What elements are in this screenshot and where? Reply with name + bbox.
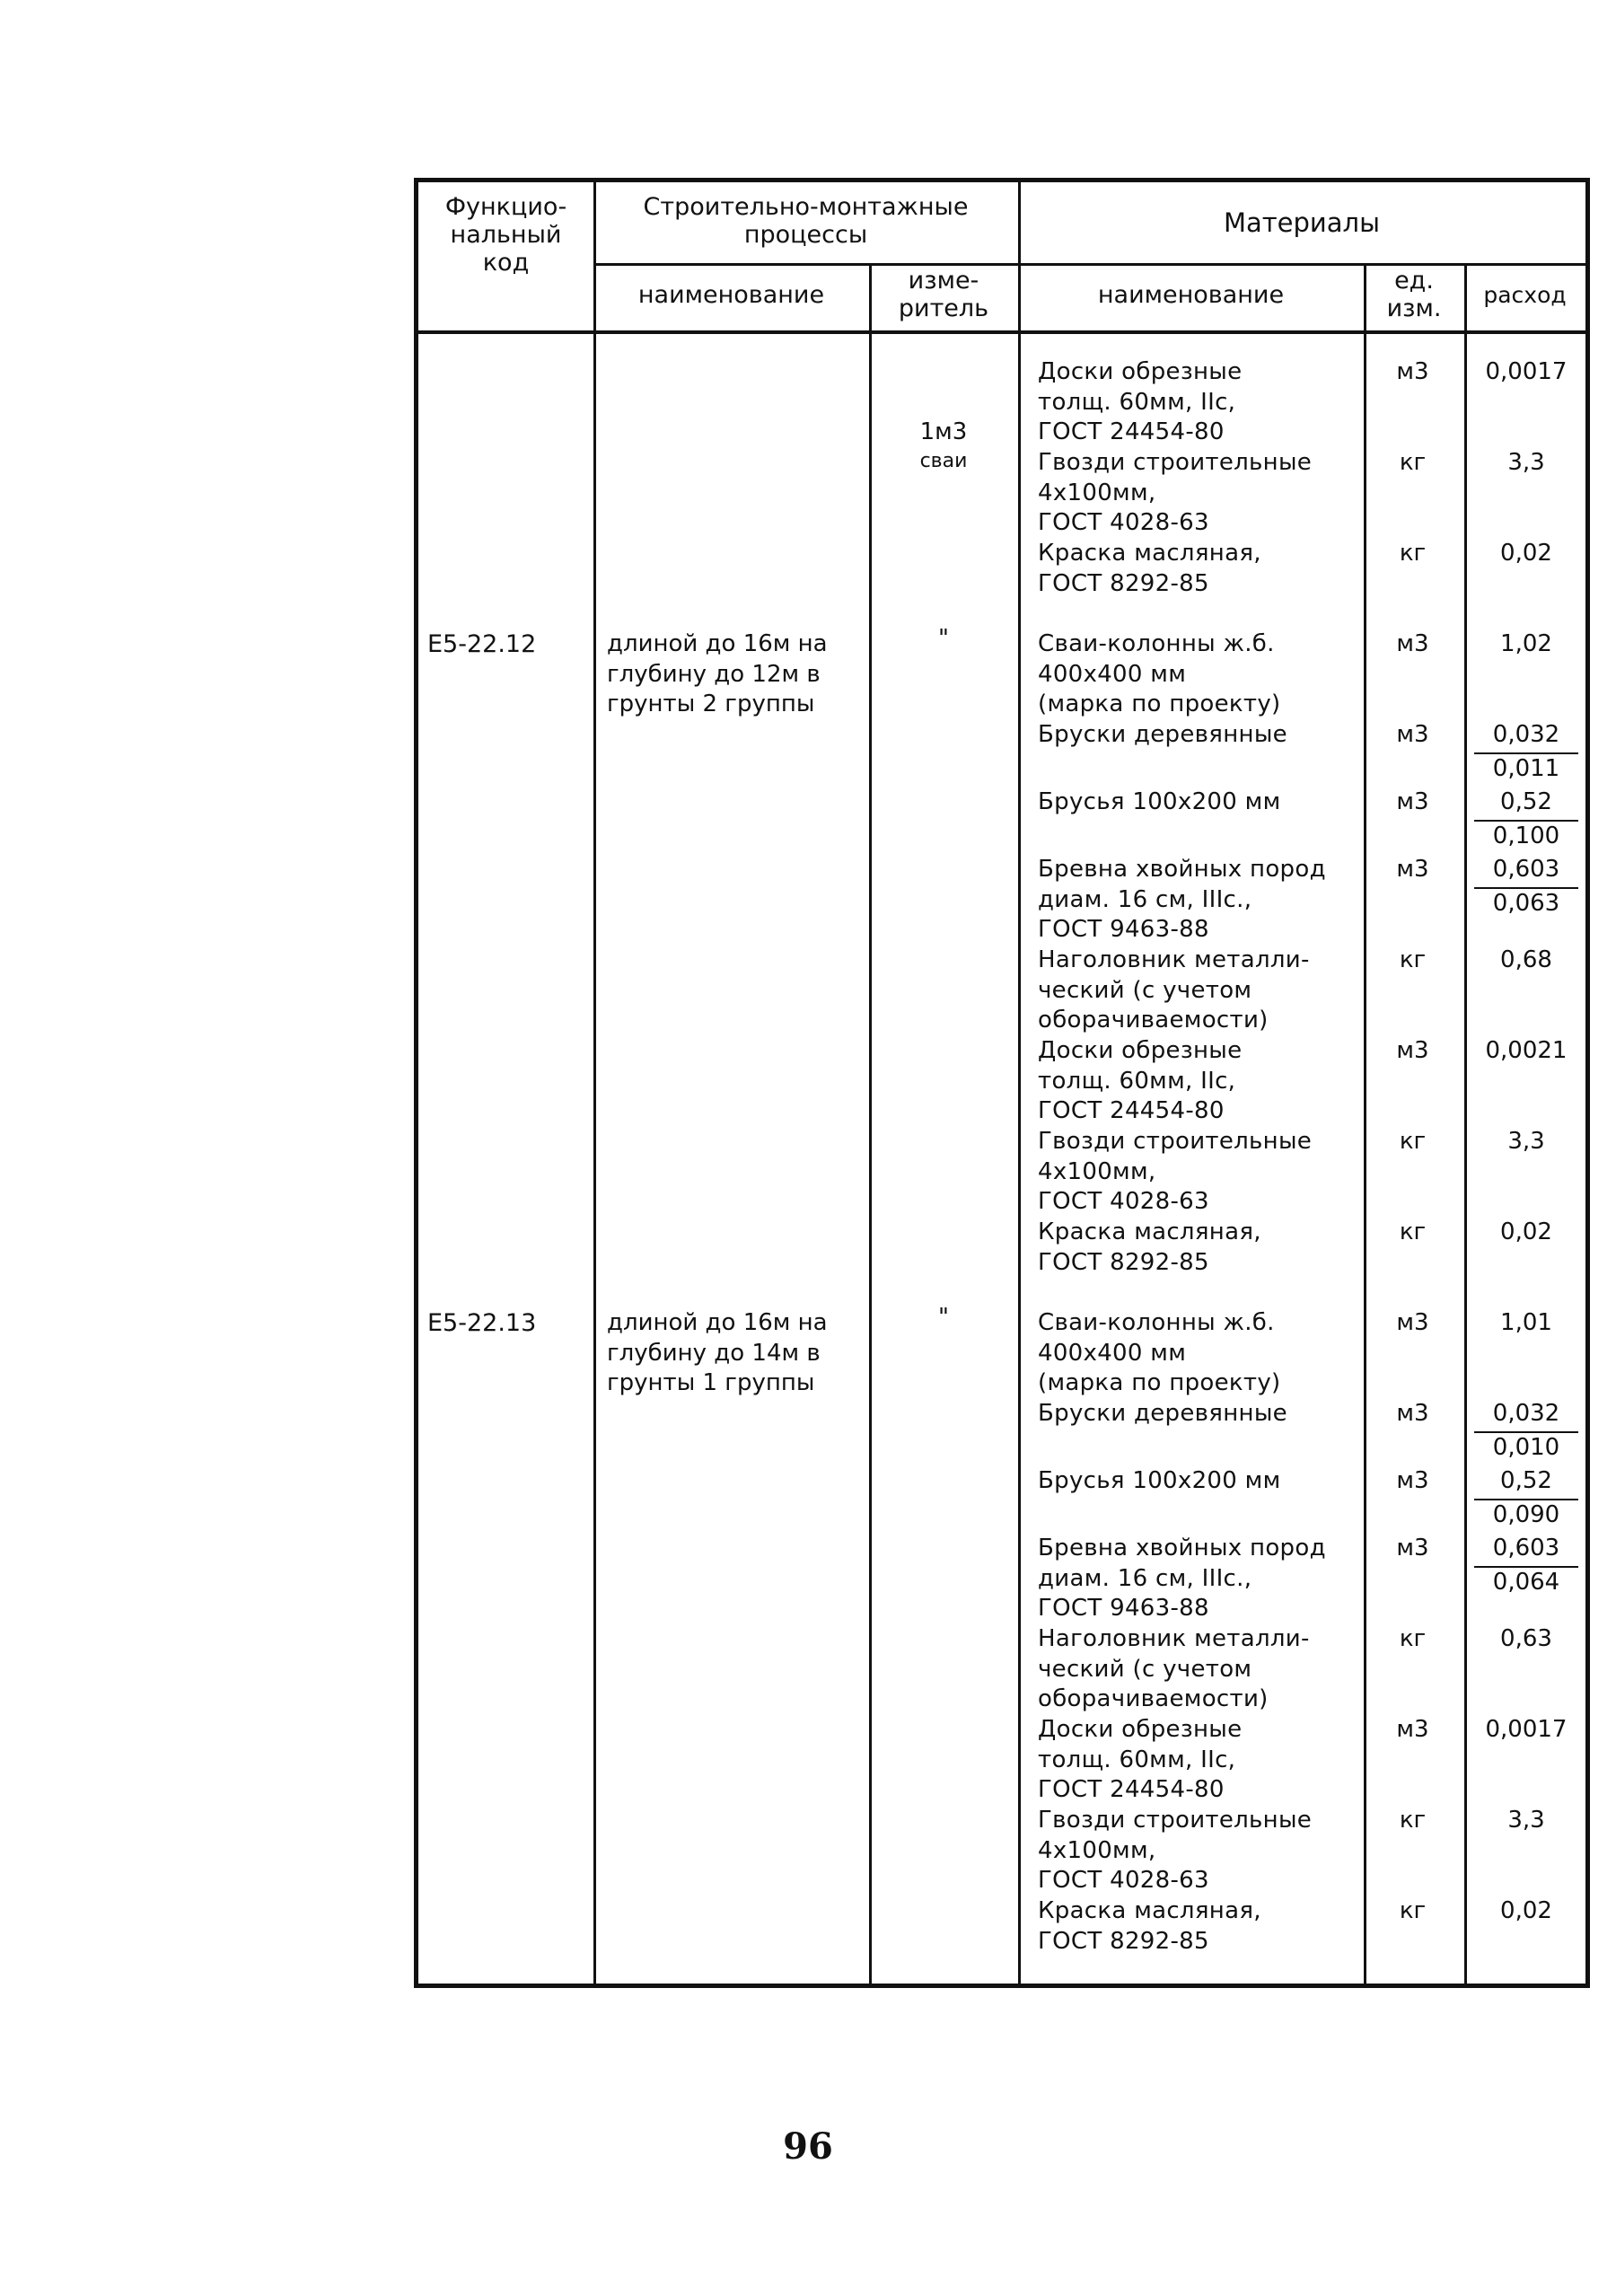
header-materials: Материалы [1224, 207, 1380, 238]
material-unit: кг [1399, 1218, 1427, 1245]
process-name: длиной до 16м на глубину до 12м в грунты 2 группы [607, 630, 828, 718]
header-material-unit: ед. изм. [1386, 267, 1442, 322]
material-unit: м3 [1396, 358, 1429, 385]
material-qty: 0,02 [1500, 1897, 1552, 1924]
norms-table [414, 178, 1590, 1988]
material-unit: м3 [1396, 856, 1429, 883]
material-name: Наголовник металли- ческий (с учетом оборачиваемости) [1038, 946, 1310, 1034]
material-qty: 0,52 [1500, 1467, 1552, 1494]
measure-ditto: " [938, 1304, 949, 1331]
col-divider [1018, 182, 1021, 1984]
material-name: Гвозди строительные 4х100мм, ГОСТ 4028-63 [1038, 449, 1313, 537]
material-unit: м3 [1396, 788, 1429, 815]
material-qty: 0,603 [1492, 1535, 1560, 1561]
function-code: Е5-22.12 [427, 630, 537, 658]
material-qty-alt: 0,090 [1492, 1501, 1560, 1528]
material-name: Краска масляная, ГОСТ 8292-85 [1038, 1897, 1261, 1955]
col-divider [1364, 263, 1366, 1984]
header-process-measure: изме- ритель [898, 267, 989, 322]
material-unit: кг [1399, 540, 1427, 567]
material-name: Доски обрезные толщ. 60мм, IIс, ГОСТ 24454-80 [1038, 1037, 1243, 1125]
material-unit: кг [1399, 1625, 1427, 1652]
material-qty-alt: 0,010 [1492, 1434, 1560, 1461]
header-processes: Строительно-монтажные процессы [643, 193, 969, 249]
material-unit: кг [1399, 1807, 1427, 1834]
material-qty: 0,68 [1500, 946, 1552, 973]
material-qty: 0,02 [1500, 540, 1552, 567]
material-name: Гвозди строительные 4х100мм, ГОСТ 4028-63 [1038, 1807, 1313, 1895]
material-unit: м3 [1396, 1309, 1429, 1336]
header-bottom-rule [418, 330, 1585, 334]
material-unit: м3 [1396, 1037, 1429, 1064]
material-qty-alt: 0,063 [1492, 890, 1560, 917]
material-name: Краска масляная, ГОСТ 8292-85 [1038, 1218, 1261, 1276]
material-name: Краска масляная, ГОСТ 8292-85 [1038, 540, 1261, 597]
material-unit: м3 [1396, 630, 1429, 657]
material-qty: 1,02 [1500, 630, 1552, 657]
material-name: Бруски деревянные [1038, 1400, 1287, 1427]
material-name: Сваи-колонны ж.б. 400х400 мм (марка по проекту) [1038, 1309, 1281, 1397]
material-name: Брусья 100х200 мм [1038, 788, 1281, 815]
material-qty: 0,0017 [1485, 1716, 1568, 1743]
measure-ditto: " [938, 625, 949, 652]
page-number: 96 [783, 2125, 833, 2168]
material-qty: 0,52 [1500, 788, 1552, 815]
material-unit: кг [1399, 449, 1427, 476]
header-subdivider [593, 263, 1585, 266]
measure-value: 1м3 сваи [919, 418, 968, 472]
material-qty: 3,3 [1507, 449, 1545, 476]
header-process-name: наименование [637, 281, 825, 309]
material-unit: м3 [1396, 1467, 1429, 1494]
material-qty-alt: 0,064 [1492, 1569, 1560, 1596]
material-qty-alt: 0,100 [1492, 823, 1560, 849]
material-name: Бруски деревянные [1038, 721, 1287, 748]
material-unit: м3 [1396, 1535, 1429, 1561]
material-name: Доски обрезные толщ. 60мм, IIс, ГОСТ 24454-80 [1038, 1716, 1243, 1804]
material-qty: 3,3 [1507, 1807, 1545, 1834]
process-name: длиной до 16м на глубину до 14м в грунты 1 группы [607, 1309, 828, 1397]
material-name: Гвозди строительные 4х100мм, ГОСТ 4028-63 [1038, 1128, 1313, 1216]
material-unit: м3 [1396, 721, 1429, 748]
header-material-qty: расход [1483, 282, 1567, 308]
material-qty: 0,603 [1492, 856, 1560, 883]
material-unit: кг [1399, 1897, 1427, 1924]
material-name: Доски обрезные толщ. 60мм, IIс, ГОСТ 24454-80 [1038, 358, 1243, 446]
col-divider [869, 263, 872, 1984]
material-unit: м3 [1396, 1400, 1429, 1427]
material-qty-alt: 0,011 [1492, 755, 1560, 782]
material-unit: кг [1399, 946, 1427, 973]
material-qty: 0,63 [1500, 1625, 1552, 1652]
material-name: Наголовник металли- ческий (с учетом оборачиваемости) [1038, 1625, 1310, 1713]
material-qty: 0,032 [1492, 721, 1560, 748]
header-material-name: наименование [1097, 281, 1285, 309]
material-qty: 0,0021 [1485, 1037, 1568, 1064]
material-qty: 0,032 [1492, 1400, 1560, 1427]
material-name: Сваи-колонны ж.б. 400х400 мм (марка по проекту) [1038, 630, 1281, 718]
col-divider [1464, 263, 1467, 1984]
material-qty: 3,3 [1507, 1128, 1545, 1155]
material-qty: 0,02 [1500, 1218, 1552, 1245]
material-name: Брусья 100х200 мм [1038, 1467, 1281, 1494]
material-qty: 1,01 [1500, 1309, 1552, 1336]
header-code: Функцио- нальный код [444, 193, 567, 277]
material-name: Бревна хвойных пород диам. 16 см, IIIс., ГОСТ 9463-88 [1038, 856, 1326, 944]
material-qty: 0,0017 [1485, 358, 1568, 385]
function-code: Е5-22.13 [427, 1309, 537, 1337]
col-divider [593, 182, 596, 1984]
material-unit: кг [1399, 1128, 1427, 1155]
material-unit: м3 [1396, 1716, 1429, 1743]
material-name: Бревна хвойных пород диам. 16 см, IIIс., ГОСТ 9463-88 [1038, 1535, 1326, 1623]
